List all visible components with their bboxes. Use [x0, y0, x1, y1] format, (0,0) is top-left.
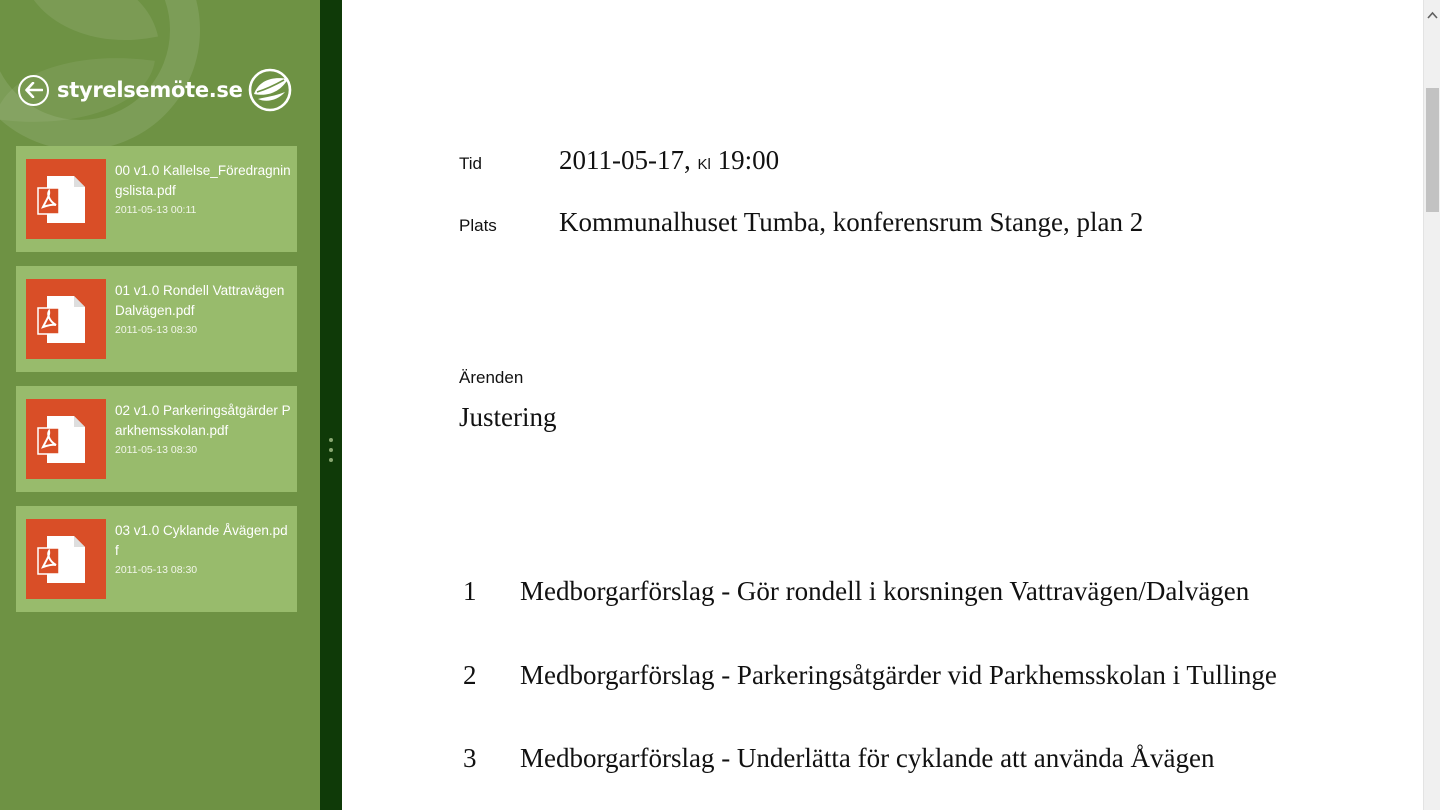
document-view [342, 0, 1423, 810]
tid-value [559, 145, 779, 176]
sidebar [0, 0, 320, 810]
vertical-scrollbar[interactable] [1423, 0, 1440, 810]
file-item[interactable] [16, 386, 297, 492]
pdf-file-icon [26, 159, 106, 239]
arenden-label: Ärenden [459, 368, 524, 387]
file-name: 00 v1.0 Kallelse_Föredragningslista.pdf [115, 163, 291, 198]
plats-label: Plats [459, 216, 497, 235]
file-item[interactable] [16, 506, 297, 612]
agenda-item: Medborgarförslag - Gör rondell i korsningen Vattravägen/Dalvägen [520, 576, 1250, 606]
file-name: 02 v1.0 Parkeringsåtgärder Parkhemsskolan.pdf [115, 403, 291, 438]
back-button[interactable] [18, 75, 49, 106]
grip-dot [329, 438, 333, 442]
tid-kl: Kl [697, 156, 711, 173]
leaf-logo-icon [247, 67, 293, 113]
pdf-file-icon [26, 519, 106, 599]
plats-value: Kommunalhuset Tumba, konferensrum Stange, plan 2 [559, 207, 1144, 237]
agenda-number: 3 [463, 743, 477, 773]
scroll-thumb[interactable] [1426, 88, 1439, 212]
scroll-up-arrow-icon[interactable] [1424, 8, 1440, 22]
agenda-number: 2 [463, 660, 477, 690]
file-date: 2011-05-13 08:30 [115, 324, 198, 336]
agenda-item: Medborgarförslag - Parkeringsåtgärder vid Parkhemsskolan i Tullinge [520, 660, 1277, 690]
pdf-file-icon [26, 279, 106, 359]
justering-heading: Justering [459, 402, 557, 432]
tid-date: 2011-05-17, [559, 145, 691, 175]
arrow-left-icon [25, 82, 43, 98]
file-item[interactable] [16, 146, 297, 252]
grip-dot [329, 458, 333, 462]
file-date: 2011-05-13 08:30 [115, 564, 198, 576]
pane-splitter[interactable] [320, 0, 342, 810]
pdf-file-icon [26, 399, 106, 479]
tid-time: 19:00 [717, 145, 780, 175]
file-date: 2011-05-13 08:30 [115, 444, 198, 456]
file-name: 01 v1.0 Rondell Vattravägen Dalvägen.pdf [115, 283, 285, 318]
brand-header [18, 66, 293, 114]
agenda-number: 1 [463, 576, 477, 606]
grip-dot [329, 448, 333, 452]
agenda-item: Medborgarförslag - Underlätta för cyklande att använda Åvägen [520, 743, 1215, 773]
file-date: 2011-05-13 00:11 [115, 204, 197, 216]
brand-name: styrelsemöte.se [57, 78, 243, 102]
file-name: 03 v1.0 Cyklande Åvägen.pdf [115, 523, 288, 558]
file-item[interactable] [16, 266, 297, 372]
file-list [16, 146, 297, 626]
tid-label: Tid [459, 154, 482, 173]
